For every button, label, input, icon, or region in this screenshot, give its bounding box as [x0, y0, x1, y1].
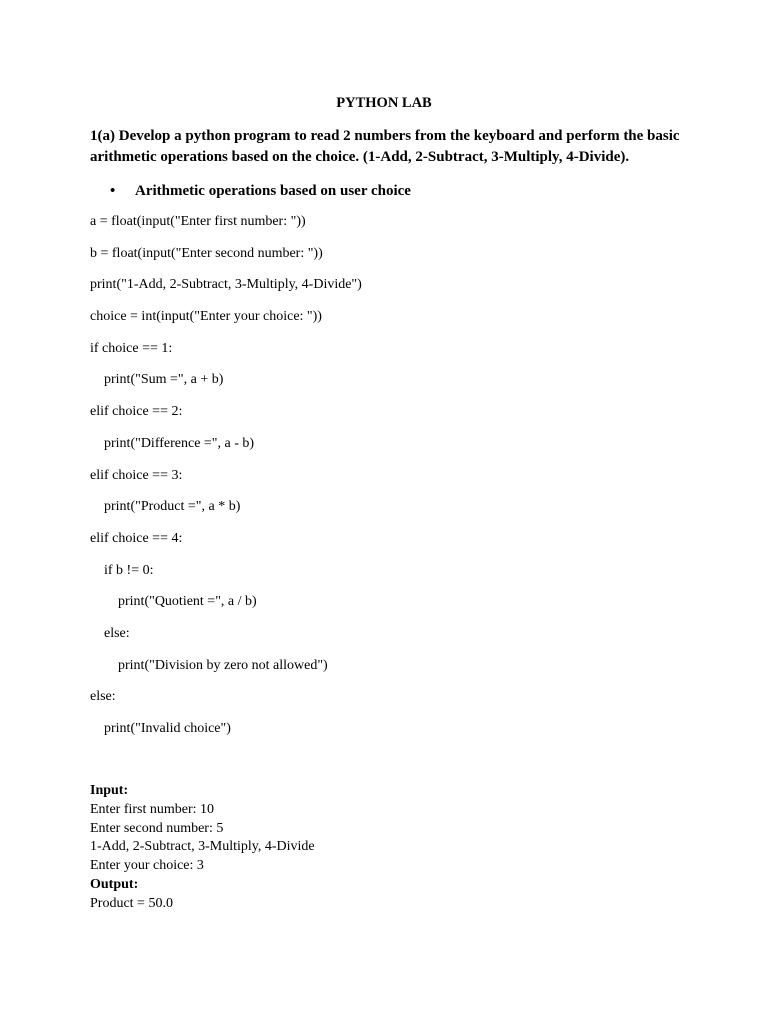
code-line: elif choice == 4:: [90, 530, 183, 546]
bullet-item: [90, 181, 690, 201]
input-line: Enter first number: 10: [90, 801, 215, 817]
code-line: else:: [104, 625, 130, 641]
code-line: print("Division by zero not allowed"): [118, 657, 328, 673]
code-line: print("Product =", a * b): [104, 499, 241, 515]
code-line: print("1-Add, 2-Subtract, 3-Multiply, 4-Divide"): [90, 277, 362, 293]
code-line: else:: [90, 689, 116, 705]
page-title: PYTHON LAB: [336, 95, 432, 111]
code-line: print("Invalid choice"): [104, 721, 231, 736]
bullet-icon: •: [110, 183, 116, 199]
code-line: print("Difference =", a - b): [104, 435, 255, 451]
code-line: if choice == 1:: [90, 340, 173, 356]
io-section: [90, 782, 315, 914]
code-line: b = float(input("Enter second number: ")): [90, 245, 323, 261]
code-line: print("Quotient =", a / b): [118, 594, 257, 610]
document-page: [90, 94, 690, 752]
input-line: Enter your choice: 3: [90, 858, 204, 874]
code-line: a = float(input("Enter first number: ")): [90, 214, 306, 229]
code-block: [90, 213, 690, 737]
input-line: Enter second number: 5: [90, 820, 224, 836]
input-line: 1-Add, 2-Subtract, 3-Multiply, 4-Divide: [90, 839, 315, 855]
input-label: Input:: [90, 783, 129, 798]
code-line: if b != 0:: [104, 562, 154, 578]
code-line: elif choice == 3:: [90, 467, 183, 483]
code-line: elif choice == 2:: [90, 404, 183, 420]
code-line: print("Sum =", a + b): [104, 372, 224, 388]
code-line: choice = int(input("Enter your choice: ")): [90, 309, 322, 325]
question-text: 1(a) Develop a python program to read 2 numbers from the keyboard and perform the basic arithmetic operations based on the choice. (1-Add, 2-Subtract, 3-Multiply, 4-Divide).: [90, 128, 680, 165]
output-label: Output:: [90, 876, 139, 892]
output-line: Product = 50.0: [90, 895, 173, 911]
bullet-heading: Arithmetic operations based on user choice: [135, 183, 411, 199]
